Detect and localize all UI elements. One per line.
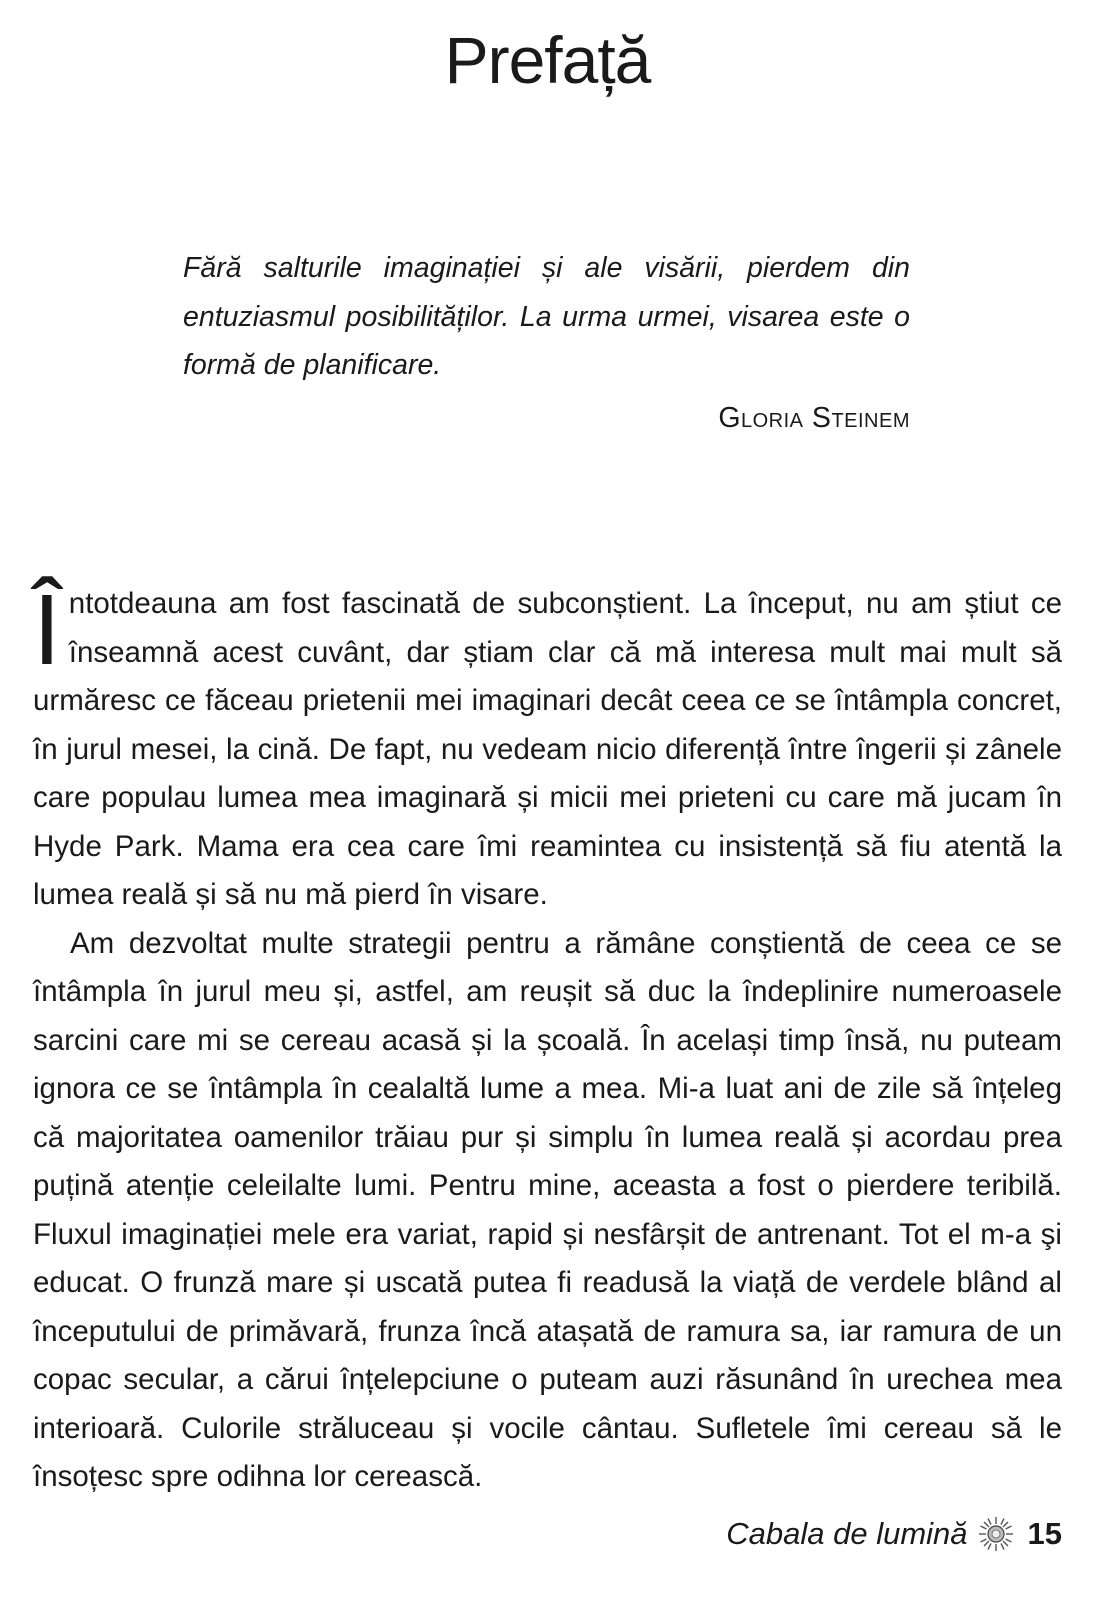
paragraph-2: Am dezvoltat multe strategii pentru a rămâne conștientă de ceea ce se întâmpla în jurul meu și, astfel, am reușit să duc la îndeplinire numeroasele sarcini care mi se cereau acasă și la școală. În același timp însă, nu puteam ignora ce se întâmpla în cealaltă lume a mea. Mi-a luat ani de zile să înțeleg că majoritatea oamenilor trăiau pur și simplu în lumea reală și acordau prea puțină atenție celeilalte lumi. Pentru mine, aceasta a fost o pierdere teribilă. Fluxul imaginației mele era variat, rapid și nesfârșit de antrenant. Tot el m-a şi educat. O frunză mare și uscată putea fi readusă la viață de verdele blând al începutului de primăvară, frunza încă atașată de ramura sa, iar ramura de un copac secular, a cărui înțelepciune o puteam auzi răsunând în urechea mea interioară. Culorile străluceau și vocile cântau. Sufletele îmi cereau să le însoțesc spre odihna lor cerească.	[33, 926, 1062, 1493]
running-title: Cabala de lumină	[726, 1516, 968, 1551]
page-title: Prefață	[444, 23, 651, 97]
epigraph-quote: Fără salturile imaginației și ale visării, pierdem din entuziasmul posibilităților. La urma urmei, visarea este o formă de planificare.	[183, 252, 910, 381]
sun-ornament-icon	[978, 1516, 1014, 1552]
paragraph-1-text: ntotdeauna am fost fascinată de subconștient. La început, nu am știut ce înseamnă acest cuvânt, dar știam clar că mă interesa mult mai mult să urmăresc ce făceau prietenii mei imaginari decât ceea ce se întâmpla concret, în jurul mesei, la cină. De fapt, nu vedeam nicio diferență între îngerii și zânele care populau lumea mea imaginară și micii mei prieteni cu care mă jucam în Hyde Park. Mama era cea care îmi reamintea cu insistență să fiu atentă la lumea reală și să nu mă pierd în visare.	[33, 587, 1062, 911]
epigraph	[183, 244, 910, 435]
drop-cap: Î	[33, 574, 61, 686]
page-footer	[726, 1516, 1062, 1552]
paragraph-1	[33, 574, 1062, 920]
epigraph-author: Gloria Steinem	[718, 401, 910, 434]
page-number: 15	[1027, 1516, 1062, 1551]
body-text	[33, 574, 1062, 1502]
